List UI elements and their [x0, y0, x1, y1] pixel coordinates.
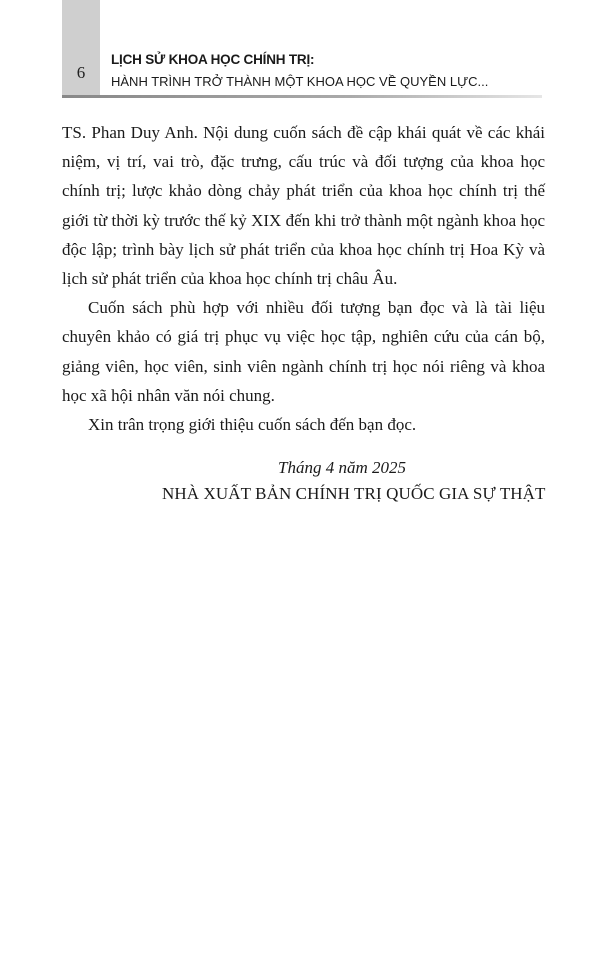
paragraph-1: TS. Phan Duy Anh. Nội dung cuốn sách đề cập khái quát về các khái niệm, vị trí, vai trò, đặc trưng, cấu trúc và đối tượng của khoa học chính trị; lược khảo dòng chảy phát triển của khoa học chính trị thế giới từ thời kỳ trước thế kỷ XIX đến khi trở thành một ngành khoa học độc lập; trình bày lịch sử phát triển của khoa học chính trị Hoa Kỳ và lịch sử phát triển của khoa học chính trị châu Âu. [62, 123, 545, 289]
body-text [62, 118, 545, 439]
running-header-subtitle: HÀNH TRÌNH TRỞ THÀNH MỘT KHOA HỌC VỀ QUYỀN LỰC... [111, 74, 489, 89]
paragraph-2: Cuốn sách phù hợp với nhiều đối tượng bạn đọc và là tài liệu chuyên khảo có giá trị phục vụ việc học tập, nghiên cứu của cán bộ, giảng viên, học viên, sinh viên ngành chính trị học nói riêng và khoa học xã hội nhân văn nói chung. [62, 298, 545, 405]
page-number: 6 [76, 63, 86, 82]
paragraph-3: Xin trân trọng giới thiệu cuốn sách đến bạn đọc. [88, 415, 417, 435]
signature-date: Tháng 4 năm 2025 [278, 458, 406, 477]
running-header-title: LỊCH SỬ KHOA HỌC CHÍNH TRỊ: [111, 52, 315, 67]
header-divider [62, 95, 542, 98]
signature-publisher: NHÀ XUẤT BẢN CHÍNH TRỊ QUỐC GIA SỰ THẬT [162, 484, 546, 503]
